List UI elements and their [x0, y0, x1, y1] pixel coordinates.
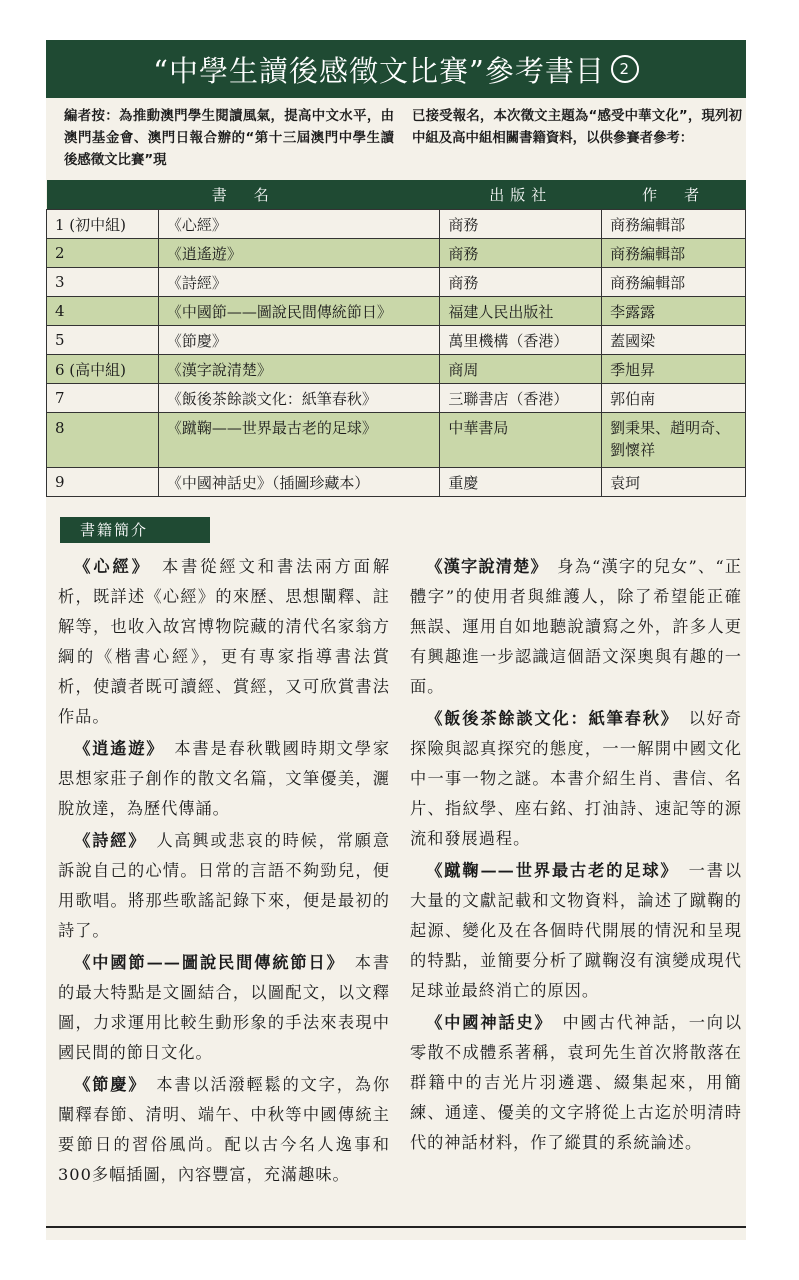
row-number: 7	[47, 384, 159, 413]
book-publisher: 中華書局	[440, 413, 602, 468]
book-title: 《詩經》	[158, 268, 440, 297]
review-body: 本書是春秋戰國時期文學家思想家莊子創作的散文名篇，文筆優美，灑脫放達，為歷代傳誦。	[58, 739, 391, 818]
table-row	[47, 468, 746, 497]
row-number: 1 (初中組)	[47, 210, 159, 239]
review-paragraph	[58, 826, 390, 946]
row-number: 6 (高中組)	[47, 355, 159, 384]
review-title: 《中國節——圖說民間傳統節日》	[74, 953, 337, 972]
row-number: 3	[47, 268, 159, 297]
review-title: 《節慶》	[74, 1075, 139, 1094]
row-number: 9	[47, 468, 159, 497]
review-body: 中國古代神話，一向以零散不成體系著稱，袁珂先生首次將散落在群籍中的吉光片羽遴選、綴集起來，用簡練、通達、優美的文字將從上古迄於明清時代的神話材料，作了縱貫的系統論述。	[410, 1013, 743, 1152]
row-number: 5	[47, 326, 159, 355]
book-title: 《心經》	[158, 210, 440, 239]
book-publisher: 商務	[440, 239, 602, 268]
book-title: 《漢字說清楚》	[158, 355, 440, 384]
table-row	[47, 384, 746, 413]
review-title: 《詩經》	[74, 831, 139, 850]
header-title: 書 名	[47, 180, 440, 210]
book-publisher: 商周	[440, 355, 602, 384]
review-title: 《中國神話史》	[426, 1013, 545, 1032]
book-publisher: 福建人民出版社	[440, 297, 602, 326]
header-author: 作 者	[602, 180, 746, 210]
review-title: 《心經》	[74, 557, 143, 576]
review-paragraph	[410, 1008, 742, 1158]
book-title: 《蹴鞠——世界最古老的足球》	[158, 413, 440, 468]
review-body: 人高興或悲哀的時候，常願意訴說自己的心情。日常的言語不夠勁兒，便用歌唱。將那些歌謠記錄下來，便是最初的詩了。	[58, 831, 391, 940]
review-body: 本書以活潑輕鬆的文字，為你闡釋春節、清明、端午、中秋等中國傳統主要節日的習俗風尚。配以古今名人逸事和300多幅插圖，內容豐富，充滿趣味。	[58, 1075, 391, 1184]
book-title: 《逍遙遊》	[158, 239, 440, 268]
review-paragraph	[410, 704, 742, 854]
reviews-column-left	[58, 552, 390, 1192]
review-body: 一書以大量的文獻記載和文物資料，論述了蹴鞠的起源、變化及在各個時代開展的情況和呈現的特點，並簡要分析了蹴鞠沒有演變成現代足球並最終消亡的原因。	[410, 861, 743, 1000]
book-author: 袁珂	[602, 468, 746, 497]
review-title: 《逍遙遊》	[74, 739, 157, 758]
review-paragraph	[58, 734, 390, 824]
table-row	[47, 413, 746, 468]
review-paragraph	[410, 552, 742, 702]
review-paragraph	[58, 1070, 390, 1190]
header-publisher: 出版社	[440, 180, 602, 210]
book-title: 《飯後茶餘談文化：紙筆春秋》	[158, 384, 440, 413]
book-list-table	[46, 180, 746, 497]
book-publisher: 重慶	[440, 468, 602, 497]
section-heading: 書籍簡介	[60, 517, 210, 543]
row-number: 2	[47, 239, 159, 268]
book-author: 商務編輯部	[602, 268, 746, 297]
review-body: 本書從經文和書法兩方面解析，既詳述《心經》的來歷、思想闡釋、註解等，也收入故宮博物院藏的清代名家翁方綱的《楷書心經》，更有專家指導書法賞析，使讀者既可讀經、賞經，又可欣賞書法作品。	[58, 557, 391, 726]
review-paragraph	[58, 552, 390, 732]
review-body: 以好奇探險與認真探究的態度，一一解開中國文化中一事一物之謎。本書介紹生肖、書信、名片、指紋學、座右銘、打油詩、速記等的源流和發展過程。	[410, 709, 743, 848]
table-row	[47, 297, 746, 326]
table-header-row	[47, 180, 746, 210]
book-author: 劉秉果、趙明奇、劉懷祥	[602, 413, 746, 468]
book-publisher: 商務	[440, 268, 602, 297]
table-row	[47, 239, 746, 268]
book-publisher: 三聯書店（香港）	[440, 384, 602, 413]
review-paragraph	[410, 856, 742, 1006]
title-text: “中學生讀後感徵文比賽”參考書目	[153, 53, 605, 88]
review-title: 《蹴鞠——世界最古老的足球》	[426, 861, 671, 880]
book-author: 商務編輯部	[602, 239, 746, 268]
book-author: 郭伯南	[602, 384, 746, 413]
review-paragraph	[58, 948, 390, 1068]
reviews-column-right	[410, 552, 742, 1160]
book-author: 季旭昇	[602, 355, 746, 384]
editor-note-left: 編者按：為推動澳門學生閱讀風氣，提高中文水平，由澳門基金會、澳門日報合辦的“第十三屆澳門中學生讀後感徵文比賽”現	[64, 109, 394, 168]
book-publisher: 萬里機構（香港）	[440, 326, 602, 355]
row-number: 8	[47, 413, 159, 468]
book-author: 蓋國梁	[602, 326, 746, 355]
book-author: 李露露	[602, 297, 746, 326]
table-row	[47, 355, 746, 384]
table-row	[47, 210, 746, 239]
table-row	[47, 326, 746, 355]
review-title: 《漢字說清楚》	[426, 557, 540, 576]
book-title: 《節慶》	[158, 326, 440, 355]
book-title: 《中國節——圖說民間傳統節日》	[158, 297, 440, 326]
review-body: 本書的最大特點是文圖結合，以圖配文，以文釋圖，力求運用比較生動形象的手法來表現中國民間的節日文化。	[58, 953, 391, 1062]
editor-note-right: 已接受報名，本次徵文主題為“感受中華文化”，現列初中組及高中組相關書籍資料，以供參賽者參考：	[412, 109, 742, 146]
book-title: 《中國神話史》（插圖珍藏本）	[158, 468, 440, 497]
book-publisher: 商務	[440, 210, 602, 239]
row-number: 4	[47, 297, 159, 326]
review-body: 身為“漢字的兒女”、“正體字”的使用者與維護人，除了希望能正確無誤、運用自如地聽說讀寫之外，許多人更有興趣進一步認識這個語文深奧與有趣的一面。	[410, 557, 743, 696]
review-title: 《飯後茶餘談文化：紙筆春秋》	[426, 709, 671, 728]
bottom-divider	[46, 1226, 746, 1228]
table-row	[47, 268, 746, 297]
issue-number-badge: 2	[611, 55, 639, 83]
book-author: 商務編輯部	[602, 210, 746, 239]
page-title	[46, 40, 746, 98]
